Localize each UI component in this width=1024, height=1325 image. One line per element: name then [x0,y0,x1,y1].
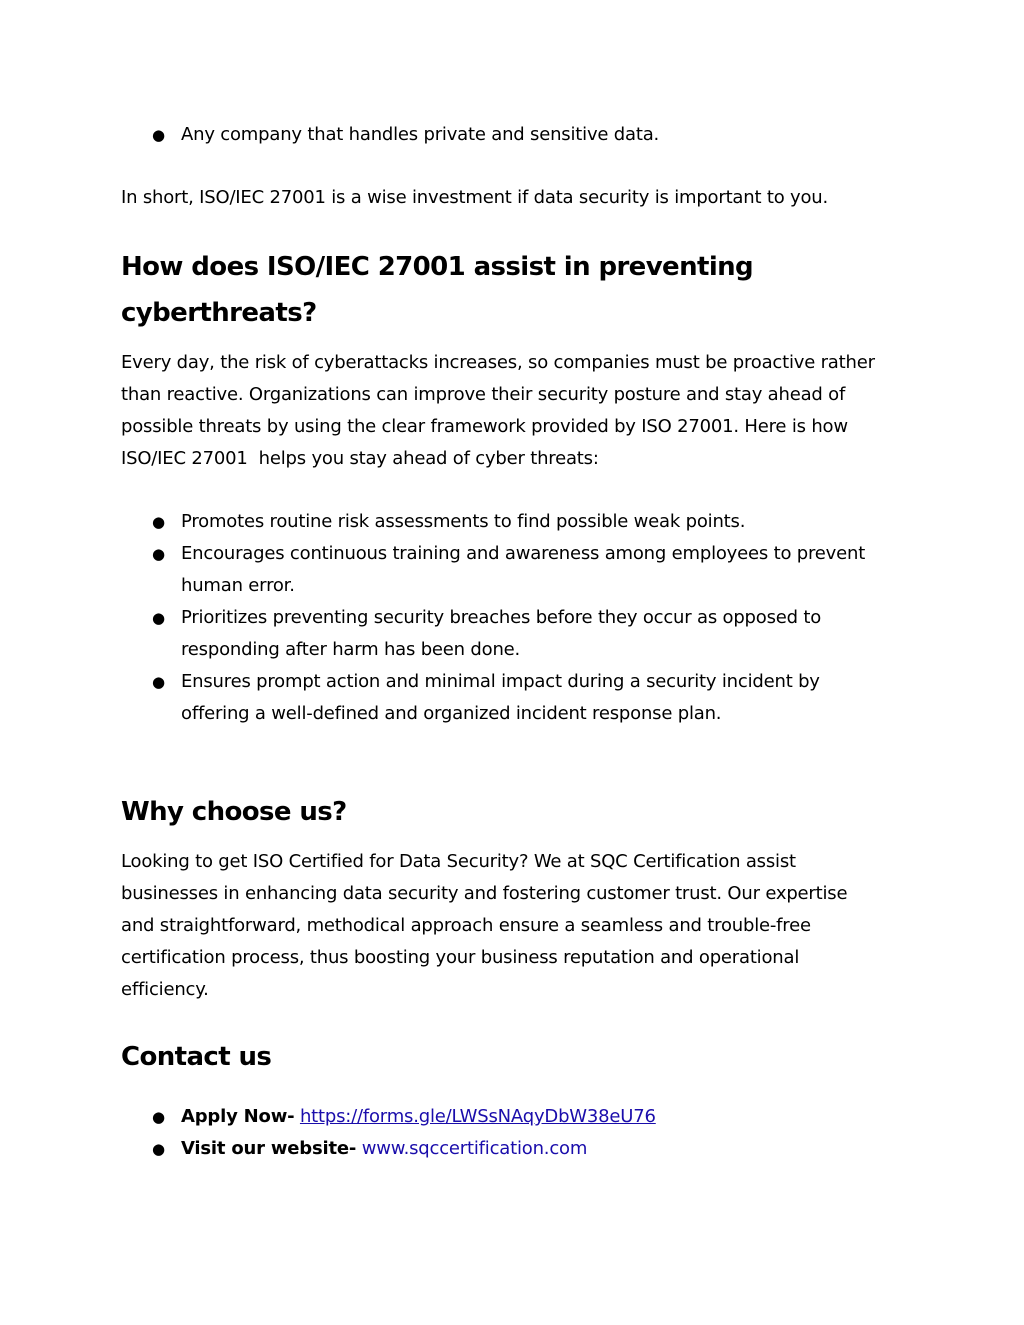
apply-now-label: Apply Now- [181,1106,295,1127]
contact-bullet-list [121,1101,911,1165]
intro-summary: In short, ISO/IEC 27001 is a wise investment if data security is important to you. [121,187,829,208]
bullet-icon: ● [152,1140,165,1158]
apply-now-link[interactable]: https://forms.gle/LWSsNAqyDbW38eU76 [299,1106,656,1127]
paragraph-line: certification process, thus boosting your business reputation and operational [121,947,800,968]
paragraph-line: Looking to get ISO Certified for Data Security? We at SQC Certification assist [121,851,796,872]
contact-heading: Contact us [121,1042,272,1072]
bullet-text: human error. [181,575,295,596]
list-item [121,1133,911,1165]
why-heading: Why choose us? [121,797,347,827]
paragraph-line: than reactive. Organizations can improve their security posture and stay ahead of [121,384,846,405]
bullet-icon: ● [152,673,165,691]
cyber-heading-line-2: cyberthreats? [121,298,317,328]
intro-bullet-list [121,119,911,151]
bullet-icon: ● [152,126,165,144]
list-item [121,506,911,538]
bullet-icon: ● [152,545,165,563]
list-item [121,1101,911,1133]
website-link[interactable]: www.sqccertification.com [361,1138,588,1159]
paragraph-line: ISO/IEC 27001 helps you stay ahead of cyber threats: [121,448,599,469]
bullet-text: Encourages continuous training and awareness among employees to prevent [181,543,866,564]
bullet-text: Ensures prompt action and minimal impact during a security incident by [181,671,820,692]
cyber-heading [121,244,911,336]
cyber-heading-line-1: How does ISO/IEC 27001 assist in preventing [121,252,754,282]
cyber-bullet-list [121,506,911,730]
paragraph-line: Every day, the risk of cyberattacks increases, so companies must be proactive rather [121,352,875,373]
bullet-text: offering a well-defined and organized incident response plan. [181,703,722,724]
why-paragraph [121,846,911,1006]
list-item [121,666,911,730]
bullet-text: responding after harm has been done. [181,639,521,660]
bullet-text: Promotes routine risk assessments to find possible weak points. [181,511,746,532]
bullet-text: Prioritizes preventing security breaches before they occur as opposed to [181,607,822,628]
cyber-paragraph [121,347,911,475]
bullet-icon: ● [152,609,165,627]
website-label: Visit our website- [181,1138,357,1159]
list-item [121,119,911,151]
paragraph-line: businesses in enhancing data security and fostering customer trust. Our expertise [121,883,848,904]
paragraph-line: possible threats by using the clear framework provided by ISO 27001. Here is how [121,416,848,437]
paragraph-line: and straightforward, methodical approach ensure a seamless and trouble-free [121,915,811,936]
bullet-icon: ● [152,1108,165,1126]
paragraph-line: efficiency. [121,979,209,1000]
bullet-icon: ● [152,513,165,531]
list-item [121,602,911,666]
bullet-text: Any company that handles private and sensitive data. [181,124,660,145]
list-item [121,538,911,602]
